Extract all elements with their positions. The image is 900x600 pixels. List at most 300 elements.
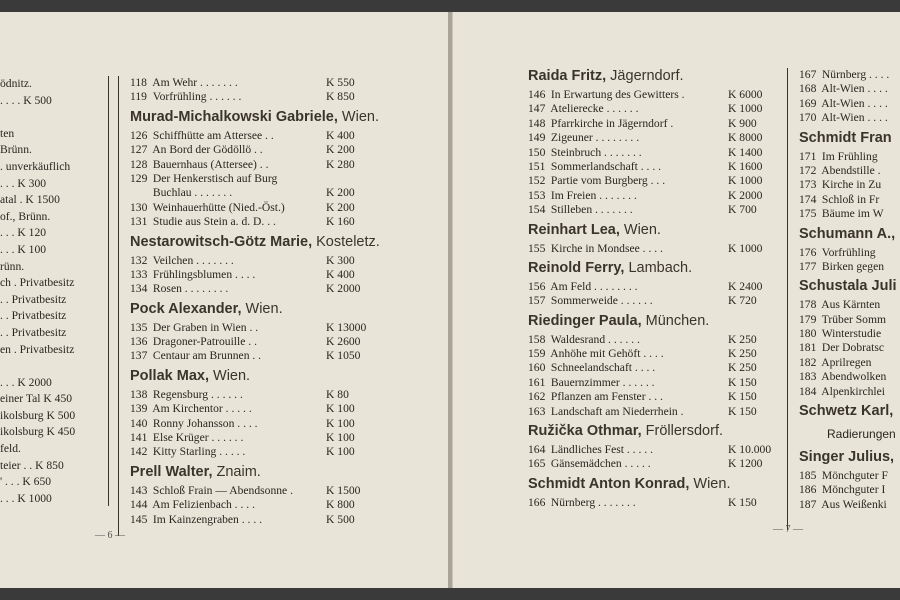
artist-heading <box>130 364 375 388</box>
entry-price: K 10.000 <box>728 443 772 457</box>
artist-city: Wien. <box>241 300 283 317</box>
artist-city: Wien. <box>337 108 379 125</box>
artist-city: Znaim. <box>212 463 261 480</box>
entry-number: 179 <box>799 312 817 326</box>
catalog-fragment: einer Tal K 450 <box>0 392 73 406</box>
entry-number: 128 <box>130 157 148 171</box>
catalog-fragment: . . Privatbesitz <box>0 292 67 306</box>
artist-name: Nestarowitsch-Götz Marie, <box>130 233 313 250</box>
entry-title: Aus Kärnten <box>819 298 881 312</box>
catalog-entry <box>799 193 900 207</box>
entry-price: K 6000 <box>728 88 763 101</box>
entry-price: K 150 <box>728 375 757 389</box>
entry-price: K 900 <box>728 116 757 130</box>
catalog-fragment: rünn. <box>0 259 25 273</box>
entry-title: Zigeuner . . . . . . . . <box>548 131 640 145</box>
artist-heading <box>799 126 900 150</box>
entry-number: 165 <box>528 457 546 471</box>
artist-name: Schustala Juli <box>799 278 897 295</box>
entry-number: 139 <box>130 402 148 416</box>
catalog-fragment <box>0 358 110 375</box>
catalog-entry <box>528 88 780 102</box>
column-divider <box>108 76 109 506</box>
catalog-fragment: atal . K 1500 <box>0 193 60 207</box>
entry-title: Am Felizienbach . . . . <box>150 498 255 512</box>
entry-number: 118 <box>130 76 147 89</box>
entry-price: K 2600 <box>326 335 361 349</box>
catalog-entry <box>799 68 900 82</box>
left-page <box>0 12 449 588</box>
section-subheading: Radierungen <box>827 427 896 442</box>
entry-title: Kitty Starling . . . . . <box>150 445 246 459</box>
entry-title: Alt-Wien . . . . <box>819 111 888 125</box>
entry-title: Frühlingsblumen . . . . <box>150 267 256 281</box>
catalog-fragment <box>0 109 110 126</box>
entry-price: K 1500 <box>326 483 361 497</box>
entry-title: Pflanzen am Fenster . . . <box>548 390 663 404</box>
catalog-entry <box>130 129 375 143</box>
entry-price: K 13000 <box>326 320 367 334</box>
entry-price: K 250 <box>728 361 757 375</box>
catalog-entry <box>130 268 375 282</box>
entry-price: K 400 <box>326 267 355 281</box>
entry-title: Im Freien . . . . . . . <box>548 188 637 202</box>
entry-number: 142 <box>130 445 148 459</box>
catalog-fragment: . unverkäuflich <box>0 159 71 173</box>
catalog-entry <box>130 76 375 90</box>
entry-number: 182 <box>799 355 817 369</box>
entry-number: 146 <box>528 88 546 101</box>
catalog-entry <box>799 111 900 125</box>
catalog-fragment: ch . Privatbesitz <box>0 276 75 290</box>
entry-number: 145 <box>130 512 148 526</box>
entry-number: 186 <box>799 483 817 497</box>
entry-number: 163 <box>528 404 546 418</box>
entry-price: K 280 <box>326 157 355 171</box>
entry-title: Nürnberg . . . . <box>819 68 890 81</box>
artist-heading <box>130 297 375 321</box>
entry-title: Pfarrkirche in Jägerndorf . <box>548 116 674 130</box>
entry-price: K 500 <box>326 512 355 526</box>
right-page-column-1 <box>528 64 780 510</box>
entry-title: Centaur am Brunnen . . <box>150 349 262 363</box>
entry-price: K 1050 <box>326 349 361 363</box>
entry-title: Winterstudie <box>819 327 882 341</box>
catalog-entry <box>130 349 375 363</box>
artist-heading <box>799 445 900 469</box>
entry-number: 170 <box>799 111 817 125</box>
entry-number: 127 <box>130 143 148 157</box>
artist-heading <box>528 64 780 88</box>
artist-heading <box>528 419 780 443</box>
artist-heading <box>528 309 780 333</box>
entry-number: 175 <box>799 207 817 221</box>
entry-price: K 100 <box>326 431 355 445</box>
entry-number: 161 <box>528 375 546 389</box>
catalog-entry <box>799 97 900 111</box>
entry-title: Dragoner-Patrouille . . <box>150 335 257 349</box>
entry-title: Am Feld . . . . . . . . <box>548 279 638 293</box>
entry-number: 148 <box>528 116 546 130</box>
entry-title: Aus Weißenki <box>819 497 887 511</box>
entry-title: Else Krüger . . . . . . <box>150 431 244 445</box>
entry-price: K 2000 <box>728 188 763 202</box>
catalog-fragment: . . . K 2000 <box>0 375 52 389</box>
entry-price: K 250 <box>728 347 757 361</box>
entry-number: 153 <box>528 188 546 202</box>
artist-heading <box>528 472 780 496</box>
entry-price: K 160 <box>326 215 355 229</box>
entry-number: 135 <box>130 320 148 334</box>
entry-number: 185 <box>799 469 817 483</box>
entry-title: Nürnberg . . . . . . . <box>548 495 636 509</box>
entry-number: 133 <box>130 267 148 281</box>
entry-price: K 150 <box>728 495 757 509</box>
entry-price: K 80 <box>326 387 349 401</box>
artist-heading <box>528 218 780 242</box>
catalog-entry <box>130 186 375 200</box>
catalog-entry <box>130 498 375 512</box>
entry-number: 132 <box>130 253 148 267</box>
entry-number: 147 <box>528 102 546 116</box>
catalog-fragment: . . Privatbesitz <box>0 325 67 339</box>
page-number: — 7 — <box>773 524 803 535</box>
catalog-entry <box>799 385 900 399</box>
catalog-entry <box>130 445 375 459</box>
catalog-fragment: ödnitz. <box>0 77 32 90</box>
entry-title: Gänsemädchen . . . . . <box>548 457 651 471</box>
catalog-entry <box>528 333 780 347</box>
catalog-entry <box>799 370 900 384</box>
page-number: — 6 — <box>95 530 125 541</box>
catalog-entry <box>799 178 900 192</box>
catalog-entry <box>528 294 780 308</box>
catalog-entry <box>130 282 375 296</box>
entry-number: 131 <box>130 215 148 229</box>
entry-price: K 2400 <box>728 279 763 293</box>
artist-name: Schmidt Anton Konrad, <box>528 475 690 492</box>
catalog-entry <box>799 260 900 274</box>
entry-title: Weinhauerhütte (Nied.-Öst.) <box>150 200 285 214</box>
catalog-fragment: en . Privatbesitz <box>0 342 75 356</box>
artist-name: Ružička Othmar, <box>528 423 642 440</box>
catalog-entry <box>130 254 375 268</box>
entry-title: Aprilregen <box>819 355 872 369</box>
entry-number: 152 <box>528 174 546 188</box>
catalog-entry <box>528 242 780 256</box>
entry-number: 157 <box>528 294 546 308</box>
artist-name: Raida Fritz, <box>528 68 607 84</box>
catalog-fragment: . . . . K 500 <box>0 93 52 107</box>
entry-number: 155 <box>528 241 546 255</box>
entry-price: K 100 <box>326 416 355 430</box>
entry-number: 119 <box>130 90 147 104</box>
entry-number: 160 <box>528 361 546 375</box>
artist-city: Wien. <box>208 367 251 384</box>
column-divider <box>787 68 788 530</box>
entry-price: K 200 <box>326 186 355 200</box>
catalog-entry <box>528 117 780 131</box>
catalog-entry <box>130 172 375 186</box>
artist-name: Riedinger Paula, <box>528 312 642 329</box>
artist-name: Reinhart Lea, <box>528 221 620 238</box>
entry-price: K 400 <box>326 128 355 142</box>
entry-number: 184 <box>799 384 817 398</box>
catalog-entry <box>130 215 375 229</box>
entry-number: 180 <box>799 327 817 341</box>
entry-title: Anhöhe mit Gehöft . . . . <box>548 347 664 361</box>
entry-number: 172 <box>799 163 817 177</box>
entry-price: K 1400 <box>728 145 763 159</box>
entry-title: Abendwolken <box>819 370 887 384</box>
left-page-column-1 <box>0 76 110 507</box>
catalog-fragment: teier . . K 850 <box>0 458 64 472</box>
catalog-fragment: feld. <box>0 442 21 456</box>
catalog-entry <box>799 313 900 327</box>
entry-title: Stilleben . . . . . . . <box>548 203 633 217</box>
artist-name: Schmidt Fran <box>799 129 892 146</box>
catalog-entry <box>799 82 900 96</box>
entry-title: An Bord der Gödöllö . . <box>150 143 263 157</box>
catalog-entry <box>130 388 375 402</box>
artist-city: Kosteletz. <box>312 233 380 250</box>
catalog-entry <box>799 164 900 178</box>
catalog-entry <box>528 347 780 361</box>
entry-title: Waldesrand . . . . . . <box>548 332 640 346</box>
entry-number: 130 <box>130 200 148 214</box>
catalog-entry <box>528 131 780 145</box>
catalog-entry <box>799 298 900 312</box>
entry-number: 164 <box>528 443 546 457</box>
column-divider <box>118 76 119 536</box>
catalog-entry <box>528 405 780 419</box>
entry-price: K 100 <box>326 402 355 416</box>
entry-number: 141 <box>130 431 148 445</box>
entry-title: Kirche in Mondsee . . . . <box>548 241 663 255</box>
entry-price: K 1000 <box>728 241 763 255</box>
entry-title: Partie vom Burgberg . . . <box>548 174 666 188</box>
entry-number: 137 <box>130 349 148 363</box>
entry-price: K 850 <box>326 90 355 104</box>
entry-number: 138 <box>130 387 148 401</box>
entry-number: 178 <box>799 298 817 312</box>
catalog-entry <box>799 498 900 512</box>
entry-number: 183 <box>799 370 817 384</box>
catalog-entry <box>130 321 375 335</box>
catalog-fragment: ikolsburg K 450 <box>0 425 76 439</box>
left-page-column-2 <box>130 76 380 527</box>
catalog-entry <box>528 390 780 404</box>
entry-number: 173 <box>799 178 817 192</box>
entry-number: 134 <box>130 282 148 296</box>
artist-city: Fröllersdorf. <box>641 423 724 440</box>
catalog-entry <box>528 376 780 390</box>
catalog-entry <box>799 469 900 483</box>
artist-name: Prell Walter, <box>130 463 213 480</box>
entry-price: K 720 <box>728 294 757 308</box>
entry-price: K 150 <box>728 404 757 418</box>
entry-number: 144 <box>130 498 148 512</box>
entry-title: Alt-Wien . . . . <box>819 96 888 110</box>
entry-title: Birken gegen <box>819 259 885 273</box>
entry-title: Der Henkerstisch auf Burg <box>150 171 278 185</box>
catalog-fragment: . . . K 1000 <box>0 491 52 505</box>
artist-heading <box>130 230 380 254</box>
catalog-entry <box>799 246 900 260</box>
catalog-entry <box>130 90 375 104</box>
entry-title: Steinbruch . . . . . . . <box>548 145 642 159</box>
artist-city: Wien. <box>689 475 731 492</box>
entry-number: 174 <box>799 192 817 206</box>
entry-number: 176 <box>799 245 817 259</box>
entry-title: Vorfrühling . . . . . . <box>150 90 242 104</box>
catalog-fragment: ' . . . K 650 <box>0 475 52 489</box>
entry-title: Rosen . . . . . . . . <box>150 282 229 296</box>
artist-heading <box>130 460 375 484</box>
entry-title: Schloß Frain — Abendsonne . <box>150 483 293 497</box>
catalog-fragment: ikolsburg K 500 <box>0 408 76 422</box>
entry-title: Am Wehr . . . . . . . <box>150 76 238 89</box>
entry-title: Atelierecke . . . . . . <box>548 102 639 116</box>
entry-title: Landschaft am Niederrhein . <box>548 404 684 418</box>
artist-name: Murad-Michalkowski Gabriele, <box>130 108 338 125</box>
entry-number: 150 <box>528 145 546 159</box>
artist-city: Wien. <box>619 221 661 238</box>
entry-title: Mönchguter F <box>819 469 888 483</box>
artist-heading <box>799 399 900 423</box>
catalog-entry <box>130 513 375 527</box>
entry-number: 158 <box>528 332 546 346</box>
catalog-entry <box>799 207 900 221</box>
catalog-entry <box>130 158 375 172</box>
entry-title: Kirche in Zu <box>819 178 882 192</box>
entry-price: K 1000 <box>728 174 763 188</box>
entry-number: 171 <box>799 149 817 163</box>
entry-title: Veilchen . . . . . . . <box>150 253 234 267</box>
right-page <box>452 12 900 588</box>
entry-number: 166 <box>528 495 546 509</box>
catalog-entry <box>528 174 780 188</box>
entry-number: 156 <box>528 279 546 293</box>
entry-price: K 250 <box>728 332 757 346</box>
right-page-column-2 <box>799 68 900 512</box>
catalog-entry <box>130 402 375 416</box>
catalog-entry <box>528 102 780 116</box>
entry-number: 129 <box>130 171 148 185</box>
artist-heading <box>799 274 900 298</box>
artist-city: Lambach. <box>624 259 693 276</box>
entry-price: K 1600 <box>728 159 763 173</box>
entry-price: K 200 <box>326 200 355 214</box>
entry-number: 169 <box>799 96 817 110</box>
entry-number: 181 <box>799 341 817 355</box>
entry-number: 126 <box>130 128 148 142</box>
entry-title: Der Graben in Wien . . <box>150 320 259 334</box>
entry-title: Bauernzimmer . . . . . . <box>548 375 655 389</box>
entry-price: K 300 <box>326 253 355 267</box>
entry-price: K 800 <box>326 498 355 512</box>
entry-number: 154 <box>528 203 546 217</box>
entry-price: K 100 <box>326 445 355 459</box>
entry-title: Am Kirchentor . . . . . <box>150 402 252 416</box>
artist-city: München. <box>641 312 710 329</box>
artist-name: Singer Julius, <box>799 449 895 466</box>
artist-name: Schwetz Karl, <box>799 403 894 420</box>
entry-number: 168 <box>799 82 817 96</box>
entry-title: Abendstille . <box>819 163 881 177</box>
entry-price: K 1200 <box>728 457 763 471</box>
entry-title: In Erwartung des Gewitters . <box>548 88 685 101</box>
catalog-entry <box>130 143 375 157</box>
catalog-entry <box>130 431 375 445</box>
entry-title: Trüber Somm <box>819 312 887 326</box>
catalog-entry <box>528 146 780 160</box>
entry-price: K 150 <box>728 390 757 404</box>
entry-title: Im Kainzengraben . . . . <box>150 512 263 526</box>
entry-number: 187 <box>799 497 817 511</box>
catalog-entry <box>799 356 900 370</box>
entry-price: K 2000 <box>326 282 361 296</box>
artist-heading <box>799 222 900 246</box>
catalog-entry <box>130 201 375 215</box>
catalog-entry <box>528 361 780 375</box>
artist-name: Reinold Ferry, <box>528 259 625 276</box>
catalog-fragment: ten <box>0 126 15 140</box>
entry-title: Alpenkirchlei <box>819 384 886 398</box>
catalog-entry <box>528 189 780 203</box>
catalog-fragment: Brünn. <box>0 143 32 157</box>
entry-title: Sommerlandschaft . . . . <box>548 159 662 173</box>
entry-number: 143 <box>130 483 148 497</box>
artist-heading <box>130 105 379 129</box>
artist-name: Schumann A., <box>799 225 896 242</box>
entry-title: Schiffhütte am Attersee . . <box>150 128 274 142</box>
entry-number: 151 <box>528 159 546 173</box>
catalog-fragment: . . . K 300 <box>0 176 47 190</box>
entry-title: Bäume im W <box>819 207 884 221</box>
catalog-entry <box>528 203 780 217</box>
entry-title: Mönchguter I <box>819 483 886 497</box>
catalog-entry <box>528 160 780 174</box>
catalog-entry <box>130 484 375 498</box>
entry-title: Ländliches Fest . . . . . <box>548 443 653 457</box>
entry-title: Sommerweide . . . . . . <box>548 294 653 308</box>
catalog-entry <box>130 335 375 349</box>
entry-price: K 700 <box>728 203 757 217</box>
entry-price: K 8000 <box>728 131 763 145</box>
artist-heading <box>528 256 780 280</box>
catalog-fragment: . . Privatbesitz <box>0 309 67 323</box>
entry-title: Buchlau . . . . . . . <box>150 186 233 200</box>
catalog-entry <box>799 341 900 355</box>
catalog-entry <box>799 327 900 341</box>
entry-title: Alt-Wien . . . . <box>819 82 888 96</box>
entry-title: Im Frühling <box>819 149 878 163</box>
entry-price: K 1000 <box>728 102 763 116</box>
catalog-entry <box>528 443 780 457</box>
catalog-entry <box>528 496 780 510</box>
catalog-fragment: . . . K 120 <box>0 226 47 240</box>
entry-number: 167 <box>799 68 817 81</box>
entry-price: K 200 <box>326 143 355 157</box>
entry-title: Schloß in Fr <box>819 192 880 206</box>
catalog-entry <box>528 280 780 294</box>
entry-title: Der Dobratsc <box>819 341 885 355</box>
catalog-entry <box>799 483 900 497</box>
entry-price: K 550 <box>326 76 355 89</box>
artist-name: Pock Alexander, <box>130 300 242 317</box>
catalog-fragment: . . . K 100 <box>0 242 47 256</box>
